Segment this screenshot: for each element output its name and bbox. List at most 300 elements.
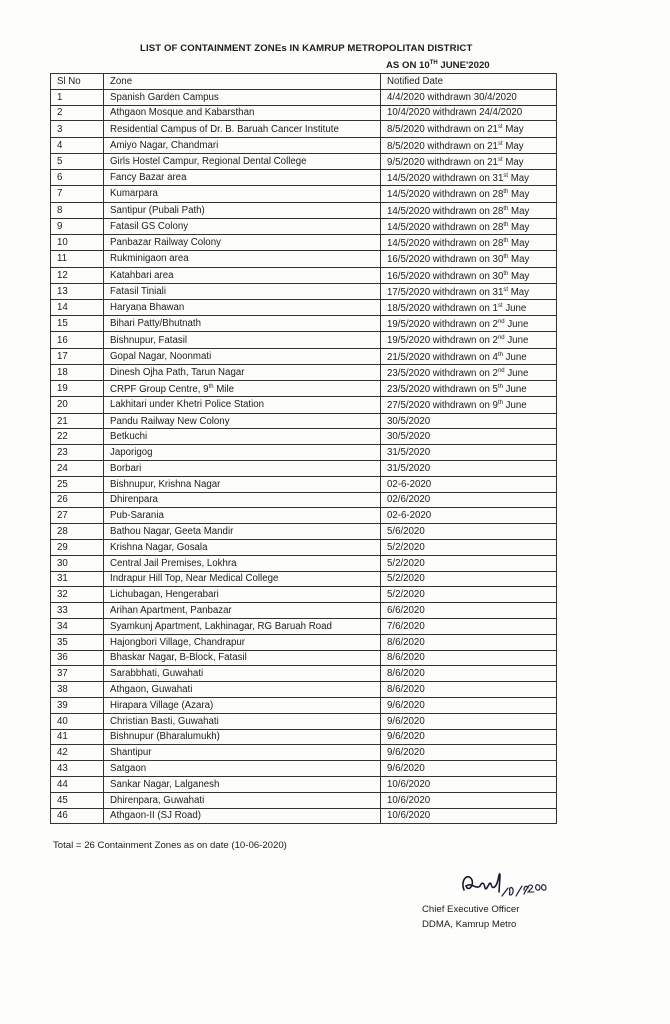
table-row: [51, 235, 557, 251]
zone-text: Bathou Nagar, Geeta Mandir: [110, 526, 234, 538]
date-text: 14/5/2020 withdrawn on 28: [387, 222, 504, 234]
date-text: 14/5/2020 withdrawn on 31: [387, 173, 504, 185]
table-row: [51, 729, 557, 745]
zone-text: Betkuchi: [110, 431, 148, 443]
table-row: [51, 267, 557, 283]
signature: [458, 862, 548, 902]
date-superscript: nd: [497, 319, 505, 326]
date-text: 8/6/2020: [387, 684, 425, 696]
date-superscript: th: [503, 221, 509, 228]
zone-text: Lichubagan, Hengerabari: [110, 589, 219, 601]
date-tail: May: [502, 140, 524, 152]
cell-notified-date: [381, 571, 557, 587]
cell-notified-date: [381, 283, 557, 299]
cell-notified-date: [381, 381, 557, 397]
cell-zone: [104, 808, 381, 824]
table-row: [51, 137, 557, 153]
date-text: 23/5/2020 withdrawn on 2: [387, 368, 498, 380]
cell-sl-no: 25: [51, 476, 104, 492]
date-text: 31/5/2020: [387, 447, 431, 459]
cell-zone: [104, 283, 381, 299]
cell-notified-date: [381, 121, 557, 137]
zone-text: Indrapur Hill Top, Near Medical College: [110, 573, 279, 585]
cell-notified-date: [381, 397, 557, 413]
zone-text: Girls Hostel Campur, Regional Dental College: [110, 155, 307, 167]
cell-sl-no: 21: [51, 413, 104, 429]
cell-notified-date: [381, 153, 557, 169]
zone-text: Fatasil Tiniali: [110, 285, 166, 297]
cell-zone: [104, 89, 381, 105]
date-text: 8/6/2020: [387, 636, 425, 648]
date-text: 4/4/2020 withdrawn 30/4/2020: [387, 91, 517, 103]
table-row: [51, 348, 557, 364]
zone-text: Athgaon Mosque and Kabarsthan: [110, 107, 255, 119]
cell-sl-no: 16: [51, 332, 104, 348]
cell-zone: [104, 476, 381, 492]
zone-text: Katahbari area: [110, 269, 174, 281]
cell-notified-date: [381, 316, 557, 332]
date-text: 31/5/2020: [387, 462, 431, 474]
date-tail: May: [508, 270, 530, 282]
cell-sl-no: 10: [51, 235, 104, 251]
zone-text: Lakhitari under Khetri Police Station: [110, 399, 265, 411]
cell-notified-date: [381, 634, 557, 650]
zone-text: Residential Campus of Dr. B. Baruah Cancer Institute: [110, 123, 339, 135]
zone-text: Sankar Nagar, Lalganesh: [110, 778, 220, 790]
date-tail: May: [508, 189, 530, 201]
date-superscript: th: [503, 189, 509, 196]
zone-text: Sarabbhati, Guwahati: [110, 668, 204, 680]
cell-notified-date: [381, 682, 557, 698]
cell-sl-no: 30: [51, 555, 104, 571]
cell-zone: [104, 587, 381, 603]
date-tail: June: [504, 335, 529, 347]
table-row: [51, 121, 557, 137]
table-row: [51, 381, 557, 397]
date-text: 02/6/2020: [387, 494, 431, 506]
date-text: 19/5/2020 withdrawn on 2: [387, 319, 498, 331]
cell-notified-date: [381, 348, 557, 364]
zone-text: Shantipur: [110, 747, 152, 759]
cell-sl-no: 42: [51, 745, 104, 761]
zone-text: Athgaon, Guwahati: [110, 684, 193, 696]
table-row: [51, 413, 557, 429]
table-row: [51, 539, 557, 555]
cell-sl-no: 33: [51, 603, 104, 619]
date-superscript: nd: [497, 335, 505, 342]
cell-notified-date: [381, 539, 557, 555]
cell-notified-date: [381, 745, 557, 761]
date-text: 8/6/2020: [387, 668, 425, 680]
table-row: [51, 170, 557, 186]
zone-text: Rukminigaon area: [110, 253, 189, 265]
cell-sl-no: 11: [51, 251, 104, 267]
cell-zone: [104, 218, 381, 234]
cell-sl-no: 35: [51, 634, 104, 650]
cell-zone: [104, 316, 381, 332]
zone-text: Pandu Railway New Colony: [110, 415, 230, 427]
zone-text: Fancy Bazar area: [110, 172, 187, 184]
date-tail: May: [502, 157, 524, 169]
cell-notified-date: [381, 170, 557, 186]
table-row: [51, 299, 557, 315]
zone-tail: Mile: [213, 384, 235, 396]
cell-zone: [104, 713, 381, 729]
subtitle-prefix: AS ON 10: [386, 60, 430, 72]
zone-text: Bihari Patty/Bhutnath: [110, 318, 202, 330]
cell-sl-no: 29: [51, 539, 104, 555]
date-text: 6/6/2020: [387, 605, 425, 617]
zone-text: Bishnupur, Fatasil: [110, 334, 188, 346]
cell-sl-no: 1: [51, 89, 104, 105]
table-row: [51, 461, 557, 477]
cell-zone: [104, 170, 381, 186]
date-superscript: st: [497, 156, 503, 163]
cell-sl-no: 43: [51, 761, 104, 777]
cell-sl-no: 3: [51, 121, 104, 137]
cell-zone: [104, 251, 381, 267]
date-superscript: th: [497, 384, 503, 391]
zone-superscript: th: [208, 384, 214, 391]
zone-text: Panbazar Railway Colony: [110, 237, 221, 249]
table-row: [51, 682, 557, 698]
cell-notified-date: [381, 618, 557, 634]
cell-notified-date: [381, 364, 557, 380]
date-tail: May: [508, 173, 530, 185]
date-superscript: th: [503, 270, 509, 277]
header-zone: Zone: [104, 74, 381, 90]
zone-text: Japorigog: [110, 447, 153, 459]
table-row: [51, 713, 557, 729]
cell-zone: [104, 666, 381, 682]
date-text: 9/6/2020: [387, 747, 425, 759]
date-text: 10/6/2020: [387, 794, 431, 806]
cell-sl-no: 31: [51, 571, 104, 587]
subtitle-superscript: TH: [429, 60, 438, 66]
table-row: [51, 792, 557, 808]
date-text: 19/5/2020 withdrawn on 2: [387, 335, 498, 347]
date-tail: June: [502, 303, 527, 315]
date-text: 8/5/2020 withdrawn on 21: [387, 124, 498, 136]
date-text: 14/5/2020 withdrawn on 28: [387, 238, 504, 250]
cell-notified-date: [381, 555, 557, 571]
date-text: 30/5/2020: [387, 415, 431, 427]
cell-sl-no: 9: [51, 218, 104, 234]
cell-sl-no: 40: [51, 713, 104, 729]
zone-text: Bhaskar Nagar, B-Block, Fatasil: [110, 652, 247, 664]
cell-zone: [104, 618, 381, 634]
cell-zone: [104, 603, 381, 619]
date-tail: June: [504, 368, 529, 380]
zone-text: Bishnupur, Krishna Nagar: [110, 478, 221, 490]
date-tail: May: [508, 222, 530, 234]
header-notified-date: Notified Date: [381, 74, 557, 90]
table-row: [51, 332, 557, 348]
cell-sl-no: 19: [51, 381, 104, 397]
cell-zone: [104, 202, 381, 218]
table-row: [51, 283, 557, 299]
cell-sl-no: 7: [51, 186, 104, 202]
table-row: [51, 666, 557, 682]
cell-zone: [104, 792, 381, 808]
cell-sl-no: 24: [51, 461, 104, 477]
cell-sl-no: 6: [51, 170, 104, 186]
table-row: [51, 745, 557, 761]
table-header-row: [51, 74, 557, 90]
table-row: [51, 476, 557, 492]
cell-zone: [104, 682, 381, 698]
cell-zone: [104, 524, 381, 540]
cell-notified-date: [381, 697, 557, 713]
date-tail: June: [502, 351, 527, 363]
date-text: 10/6/2020: [387, 778, 431, 790]
cell-zone: [104, 348, 381, 364]
date-text: 16/5/2020 withdrawn on 30: [387, 270, 504, 282]
table-row: [51, 603, 557, 619]
cell-sl-no: 12: [51, 267, 104, 283]
cell-zone: [104, 508, 381, 524]
cell-zone: [104, 429, 381, 445]
cell-zone: [104, 650, 381, 666]
cell-zone: [104, 186, 381, 202]
cell-sl-no: 23: [51, 445, 104, 461]
date-superscript: st: [497, 140, 503, 147]
cell-notified-date: [381, 729, 557, 745]
cell-notified-date: [381, 332, 557, 348]
date-superscript: nd: [497, 367, 505, 374]
date-text: 5/2/2020: [387, 573, 425, 585]
zone-text: Pub-Sarania: [110, 510, 164, 522]
document-title: LIST OF CONTAINMENT ZONEs IN KAMRUP METROPOLITAN DISTRICT: [140, 43, 473, 54]
cell-zone: [104, 445, 381, 461]
subtitle-suffix: JUNE'2020: [437, 60, 490, 72]
cell-zone: [104, 761, 381, 777]
date-tail: June: [502, 400, 527, 412]
cell-zone: [104, 492, 381, 508]
cell-sl-no: 41: [51, 729, 104, 745]
zone-text: Hirapara Village (Azara): [110, 699, 214, 711]
cell-sl-no: 39: [51, 697, 104, 713]
zone-text: Arihan Apartment, Panbazar: [110, 605, 232, 617]
cell-notified-date: [381, 137, 557, 153]
date-text: 10/4/2020 withdrawn 24/4/2020: [387, 107, 523, 119]
officer-organization: DDMA, Kamrup Metro: [422, 919, 517, 930]
cell-notified-date: [381, 808, 557, 824]
zone-text: Syamkunj Apartment, Lakhinagar, RG Baruah Road: [110, 620, 332, 632]
zone-text: Athgaon-II (SJ Road): [110, 810, 202, 822]
date-superscript: th: [497, 351, 503, 358]
table-row: [51, 776, 557, 792]
table-row: [51, 555, 557, 571]
date-text: 17/5/2020 withdrawn on 31: [387, 286, 504, 298]
cell-notified-date: [381, 587, 557, 603]
cell-sl-no: 20: [51, 397, 104, 413]
date-text: 23/5/2020 withdrawn on 5: [387, 384, 498, 396]
cell-zone: [104, 267, 381, 283]
date-text: 9/6/2020: [387, 731, 425, 743]
cell-zone: [104, 137, 381, 153]
cell-zone: [104, 697, 381, 713]
cell-sl-no: 32: [51, 587, 104, 603]
date-superscript: th: [503, 254, 509, 261]
table-row: [51, 650, 557, 666]
cell-zone: [104, 299, 381, 315]
table-row: [51, 697, 557, 713]
cell-zone: [104, 153, 381, 169]
date-superscript: th: [503, 238, 509, 245]
zone-text: Dinesh Ojha Path, Tarun Nagar: [110, 367, 245, 379]
zone-text: CRPF Group Centre, 9: [110, 384, 209, 396]
zone-text: Fatasil GS Colony: [110, 220, 189, 232]
cell-notified-date: [381, 89, 557, 105]
cell-notified-date: [381, 186, 557, 202]
table-row: [51, 445, 557, 461]
cell-zone: [104, 413, 381, 429]
date-text: 5/2/2020: [387, 541, 425, 553]
table-row: [51, 153, 557, 169]
zone-text: Kumarpara: [110, 188, 158, 200]
cell-sl-no: 15: [51, 316, 104, 332]
table-row: [51, 89, 557, 105]
cell-notified-date: [381, 603, 557, 619]
zone-text: Gopal Nagar, Noonmati: [110, 350, 212, 362]
cell-zone: [104, 381, 381, 397]
cell-sl-no: 26: [51, 492, 104, 508]
table-row: [51, 508, 557, 524]
date-text: 8/5/2020 withdrawn on 21: [387, 140, 498, 152]
cell-notified-date: [381, 492, 557, 508]
date-superscript: th: [497, 400, 503, 407]
zone-text: Krishna Nagar, Gosala: [110, 541, 208, 553]
date-tail: June: [502, 384, 527, 396]
cell-notified-date: [381, 650, 557, 666]
cell-notified-date: [381, 218, 557, 234]
table-row: [51, 202, 557, 218]
table-body: [51, 89, 557, 824]
officer-title: Chief Executive Officer: [422, 904, 520, 915]
date-text: 14/5/2020 withdrawn on 28: [387, 189, 504, 201]
zone-text: Santipur (Pubali Path): [110, 204, 205, 216]
cell-zone: [104, 397, 381, 413]
table-row: [51, 618, 557, 634]
cell-zone: [104, 235, 381, 251]
zone-text: Amiyo Nagar, Chandmari: [110, 139, 219, 151]
date-text: 9/6/2020: [387, 715, 425, 727]
cell-zone: [104, 776, 381, 792]
cell-notified-date: [381, 429, 557, 445]
table-row: [51, 218, 557, 234]
date-text: 21/5/2020 withdrawn on 4: [387, 351, 498, 363]
date-tail: May: [508, 254, 530, 266]
date-superscript: th: [503, 205, 509, 212]
cell-sl-no: 14: [51, 299, 104, 315]
cell-notified-date: [381, 413, 557, 429]
table-row: [51, 761, 557, 777]
cell-notified-date: [381, 666, 557, 682]
date-superscript: st: [497, 124, 503, 131]
zone-text: Hajongbori Village, Chandrapur: [110, 636, 245, 648]
date-text: 10/6/2020: [387, 810, 431, 822]
cell-zone: [104, 555, 381, 571]
cell-zone: [104, 745, 381, 761]
date-text: 7/6/2020: [387, 620, 425, 632]
cell-zone: [104, 634, 381, 650]
cell-sl-no: 37: [51, 666, 104, 682]
date-tail: May: [508, 286, 530, 298]
cell-zone: [104, 332, 381, 348]
zone-text: Satgaon: [110, 763, 147, 775]
cell-zone: [104, 539, 381, 555]
containment-zones-table: [50, 73, 557, 824]
cell-sl-no: 22: [51, 429, 104, 445]
date-text: 8/6/2020: [387, 652, 425, 664]
cell-notified-date: [381, 524, 557, 540]
cell-sl-no: 38: [51, 682, 104, 698]
date-text: 18/5/2020 withdrawn on 1: [387, 303, 498, 315]
cell-sl-no: 18: [51, 364, 104, 380]
cell-zone: [104, 729, 381, 745]
cell-notified-date: [381, 202, 557, 218]
table-row: [51, 571, 557, 587]
cell-sl-no: 17: [51, 348, 104, 364]
table-row: [51, 808, 557, 824]
date-tail: May: [508, 238, 530, 250]
table-row: [51, 429, 557, 445]
date-superscript: st: [503, 173, 509, 180]
table-row: [51, 364, 557, 380]
cell-sl-no: 5: [51, 153, 104, 169]
cell-notified-date: [381, 792, 557, 808]
date-tail: May: [508, 205, 530, 217]
document-subtitle: [386, 60, 490, 71]
cell-zone: [104, 105, 381, 121]
cell-zone: [104, 121, 381, 137]
cell-notified-date: [381, 445, 557, 461]
table-row: [51, 316, 557, 332]
date-tail: June: [504, 319, 529, 331]
table-row: [51, 634, 557, 650]
zone-text: Bishnupur (Bharalumukh): [110, 731, 220, 743]
cell-notified-date: [381, 461, 557, 477]
cell-sl-no: 34: [51, 618, 104, 634]
date-text: 16/5/2020 withdrawn on 30: [387, 254, 504, 266]
zone-text: Borbari: [110, 462, 142, 474]
date-text: 02-6-2020: [387, 510, 432, 522]
zone-text: Dhirenpara, Guwahati: [110, 794, 205, 806]
zone-text: Central Jail Premises, Lokhra: [110, 557, 237, 569]
date-text: 9/5/2020 withdrawn on 21: [387, 157, 498, 169]
cell-notified-date: [381, 713, 557, 729]
date-superscript: st: [503, 286, 509, 293]
date-text: 5/2/2020: [387, 589, 425, 601]
cell-sl-no: 8: [51, 202, 104, 218]
zone-text: Dhirenpara: [110, 494, 158, 506]
cell-notified-date: [381, 476, 557, 492]
date-text: 5/6/2020: [387, 526, 425, 538]
cell-sl-no: 13: [51, 283, 104, 299]
date-superscript: st: [497, 302, 503, 309]
table-row: [51, 397, 557, 413]
table-row: [51, 587, 557, 603]
cell-sl-no: 46: [51, 808, 104, 824]
zone-text: Spanish Garden Campus: [110, 91, 219, 103]
cell-notified-date: [381, 776, 557, 792]
cell-notified-date: [381, 761, 557, 777]
cell-notified-date: [381, 235, 557, 251]
table-row: [51, 105, 557, 121]
zone-text: Christian Basti, Guwahati: [110, 715, 219, 727]
total-summary: Total = 26 Containment Zones as on date (10-06-2020): [53, 840, 287, 851]
